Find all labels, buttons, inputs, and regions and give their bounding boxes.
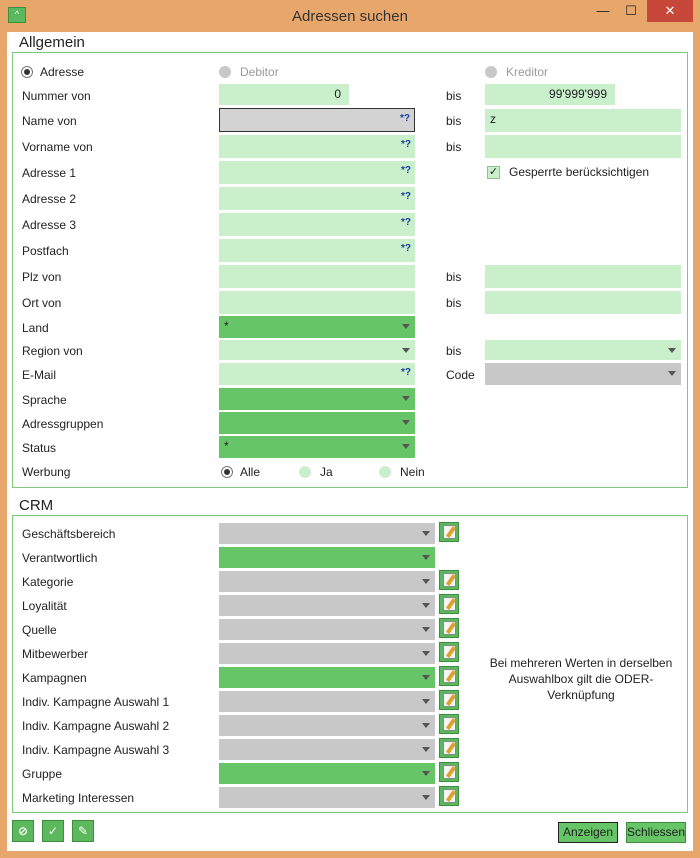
land-select[interactable]	[219, 316, 415, 338]
chevron-down-icon	[668, 371, 676, 376]
adressgruppen-select[interactable]	[219, 412, 415, 434]
crm-row-select[interactable]	[219, 547, 435, 568]
radio-adresse[interactable]	[21, 66, 33, 78]
sprache-select[interactable]	[219, 388, 415, 410]
crm-row-label: Quelle	[22, 623, 57, 637]
maximize-button[interactable]: ☐	[625, 3, 637, 18]
email-input[interactable]	[219, 363, 415, 385]
email-label: E-Mail	[22, 368, 57, 382]
land-value: *	[224, 319, 229, 333]
radio-adresse-label: Adresse	[40, 65, 85, 79]
nummer-bis-value: 99'999'999	[549, 87, 607, 101]
chevron-down-icon	[422, 531, 430, 536]
chevron-down-icon	[422, 699, 430, 704]
chevron-down-icon	[402, 396, 410, 401]
region-bis-label: bis	[446, 344, 462, 358]
chevron-down-icon	[422, 747, 430, 752]
postfach-label: Postfach	[22, 244, 69, 258]
wildcard-icon[interactable]: *?	[401, 139, 411, 150]
gesperrte-checkbox[interactable]: ✓	[488, 166, 499, 178]
plz-von-label: Plz von	[22, 270, 62, 284]
crm-row-select[interactable]	[219, 739, 435, 760]
crm-row-label: Loyalität	[22, 599, 67, 613]
crm-edit-button[interactable]	[439, 666, 459, 686]
crm-row-label: Verantwortlich	[22, 551, 98, 565]
minimize-button[interactable]: —	[596, 3, 610, 18]
app-icon[interactable]: ^	[8, 7, 26, 23]
oder-note: Bei mehreren Werten in derselben Auswahlbox gilt die ODER-Verknüpfung	[489, 656, 673, 702]
crm-row-label: Indiv. Kampagne Auswahl 1	[22, 695, 170, 709]
chevron-down-icon	[422, 627, 430, 632]
crm-edit-button[interactable]	[439, 690, 459, 710]
chevron-down-icon	[402, 348, 410, 353]
chevron-down-icon	[402, 420, 410, 425]
crm-edit-button[interactable]	[439, 714, 459, 734]
crm-row-label: Indiv. Kampagne Auswahl 3	[22, 743, 170, 757]
crm-row-label: Marketing Interessen	[22, 791, 135, 805]
window-title: Adressen suchen	[292, 8, 408, 25]
chevron-down-icon	[422, 771, 430, 776]
crm-row-label: Kategorie	[22, 575, 74, 589]
wildcard-icon[interactable]: *?	[401, 367, 411, 378]
ort-bis-input[interactable]	[485, 291, 681, 314]
chevron-down-icon	[422, 555, 430, 560]
clear-filter-button[interactable]	[12, 820, 34, 842]
adresse3-label: Adresse 3	[22, 218, 77, 232]
land-label: Land	[22, 321, 49, 335]
adressgruppen-label: Adressgruppen	[22, 417, 104, 431]
vorname-bis-input[interactable]	[485, 135, 681, 158]
name-von-input[interactable]	[219, 108, 415, 132]
adresse3-input[interactable]	[219, 213, 415, 236]
chevron-down-icon	[422, 795, 430, 800]
nummer-bis-input[interactable]	[485, 84, 615, 105]
wildcard-icon[interactable]: *?	[401, 243, 411, 254]
region-von-label: Region von	[22, 344, 83, 358]
radio-werbung-nein[interactable]	[379, 466, 391, 478]
crm-row-label: Mitbewerber	[22, 647, 89, 661]
name-von-label: Name von	[22, 114, 77, 128]
radio-werbung-alle[interactable]	[221, 466, 233, 478]
chevron-down-icon	[422, 579, 430, 584]
crm-row-select[interactable]	[219, 595, 435, 616]
chevron-down-icon	[668, 348, 676, 353]
werbung-label: Werbung	[22, 465, 71, 479]
allgemein-section-title: Allgemein	[19, 34, 85, 51]
nummer-von-value: 0	[334, 87, 341, 101]
radio-werbung-ja[interactable]	[299, 466, 311, 478]
crm-edit-button[interactable]	[439, 762, 459, 782]
nummer-von-input[interactable]	[219, 84, 349, 105]
status-label: Status	[22, 441, 57, 455]
chevron-down-icon	[422, 603, 430, 608]
code-label: Code	[446, 368, 475, 382]
region-von-select[interactable]	[219, 340, 415, 360]
crm-row-select[interactable]	[219, 787, 435, 808]
crm-section-title: CRM	[19, 497, 54, 514]
crm-row-select[interactable]	[219, 619, 435, 640]
gesperrte-label: Gesperrte berücksichtigen	[509, 165, 650, 179]
vorname-von-input[interactable]	[219, 135, 415, 158]
title-bar	[0, 0, 700, 32]
radio-debitor-label: Debitor	[240, 65, 279, 79]
crm-row-label: Kampagnen	[22, 671, 87, 685]
filter-clear-icon: ⊘	[17, 824, 29, 838]
crm-edit-button[interactable]	[439, 642, 459, 662]
radio-werbung-ja-label: Ja	[320, 465, 333, 479]
sprache-label: Sprache	[22, 393, 67, 407]
ort-bis-label: bis	[446, 296, 462, 310]
wildcard-icon[interactable]: *?	[401, 217, 411, 228]
vorname-von-label: Vorname von	[22, 140, 93, 154]
crm-row-select[interactable]	[219, 763, 435, 784]
crm-row-select[interactable]	[219, 667, 435, 688]
chevron-down-icon	[422, 675, 430, 680]
anzeigen-button[interactable]: Anzeigen	[558, 822, 618, 843]
name-bis-label: bis	[446, 114, 462, 128]
radio-werbung-alle-label: Alle	[240, 465, 261, 479]
select-all-button[interactable]	[42, 820, 64, 842]
nummer-bis-label: bis	[446, 89, 462, 103]
wildcard-icon[interactable]: *?	[400, 113, 410, 124]
radio-kreditor[interactable]	[485, 66, 497, 78]
name-bis-input[interactable]	[485, 109, 681, 132]
select-check-icon: ✓	[47, 824, 59, 838]
crm-row-label: Indiv. Kampagne Auswahl 2	[22, 719, 170, 733]
edit-selection-button[interactable]	[72, 820, 94, 842]
schliessen-button[interactable]: Schliessen	[626, 822, 686, 843]
dialog-client	[7, 32, 693, 851]
crm-edit-button[interactable]	[439, 786, 459, 806]
radio-kreditor-label: Kreditor	[506, 65, 549, 79]
crm-row-label: Geschäftsbereich	[22, 527, 116, 541]
code-select[interactable]	[485, 363, 681, 385]
crm-edit-button[interactable]	[439, 522, 459, 542]
wildcard-icon[interactable]: *?	[401, 165, 411, 176]
adresse1-label: Adresse 1	[22, 166, 77, 180]
plz-bis-label: bis	[446, 270, 462, 284]
region-bis-select[interactable]	[485, 340, 681, 360]
radio-debitor[interactable]	[219, 66, 231, 78]
crm-edit-button[interactable]	[439, 618, 459, 638]
crm-row-label: Gruppe	[22, 767, 63, 781]
crm-edit-button[interactable]	[439, 738, 459, 758]
crm-row-select[interactable]	[219, 643, 435, 664]
adresse1-input[interactable]	[219, 161, 415, 184]
plz-von-input[interactable]	[219, 265, 415, 288]
close-window-button[interactable]: ✕	[647, 0, 693, 22]
status-value: *	[224, 439, 229, 453]
select-edit-icon: ✎	[77, 824, 89, 838]
vorname-bis-label: bis	[446, 140, 462, 154]
ort-von-input[interactable]	[219, 291, 415, 314]
crm-edit-button[interactable]	[439, 570, 459, 590]
status-select[interactable]	[219, 436, 415, 458]
crm-row-select[interactable]	[219, 523, 435, 544]
ort-von-label: Ort von	[22, 296, 62, 310]
crm-row-select[interactable]	[219, 715, 435, 736]
plz-bis-input[interactable]	[485, 265, 681, 288]
postfach-input[interactable]	[219, 239, 415, 262]
crm-row-select[interactable]	[219, 571, 435, 592]
crm-row-select[interactable]	[219, 691, 435, 712]
wildcard-icon[interactable]: *?	[401, 191, 411, 202]
radio-werbung-nein-label: Nein	[400, 465, 425, 479]
chevron-down-icon	[422, 651, 430, 656]
crm-edit-button[interactable]	[439, 594, 459, 614]
nummer-von-label: Nummer von	[22, 89, 91, 103]
adresse2-input[interactable]	[219, 187, 415, 210]
name-bis-value: z	[490, 112, 496, 126]
adresse2-label: Adresse 2	[22, 192, 77, 206]
chevron-down-icon	[402, 444, 410, 449]
chevron-down-icon	[402, 324, 410, 329]
chevron-down-icon	[422, 723, 430, 728]
